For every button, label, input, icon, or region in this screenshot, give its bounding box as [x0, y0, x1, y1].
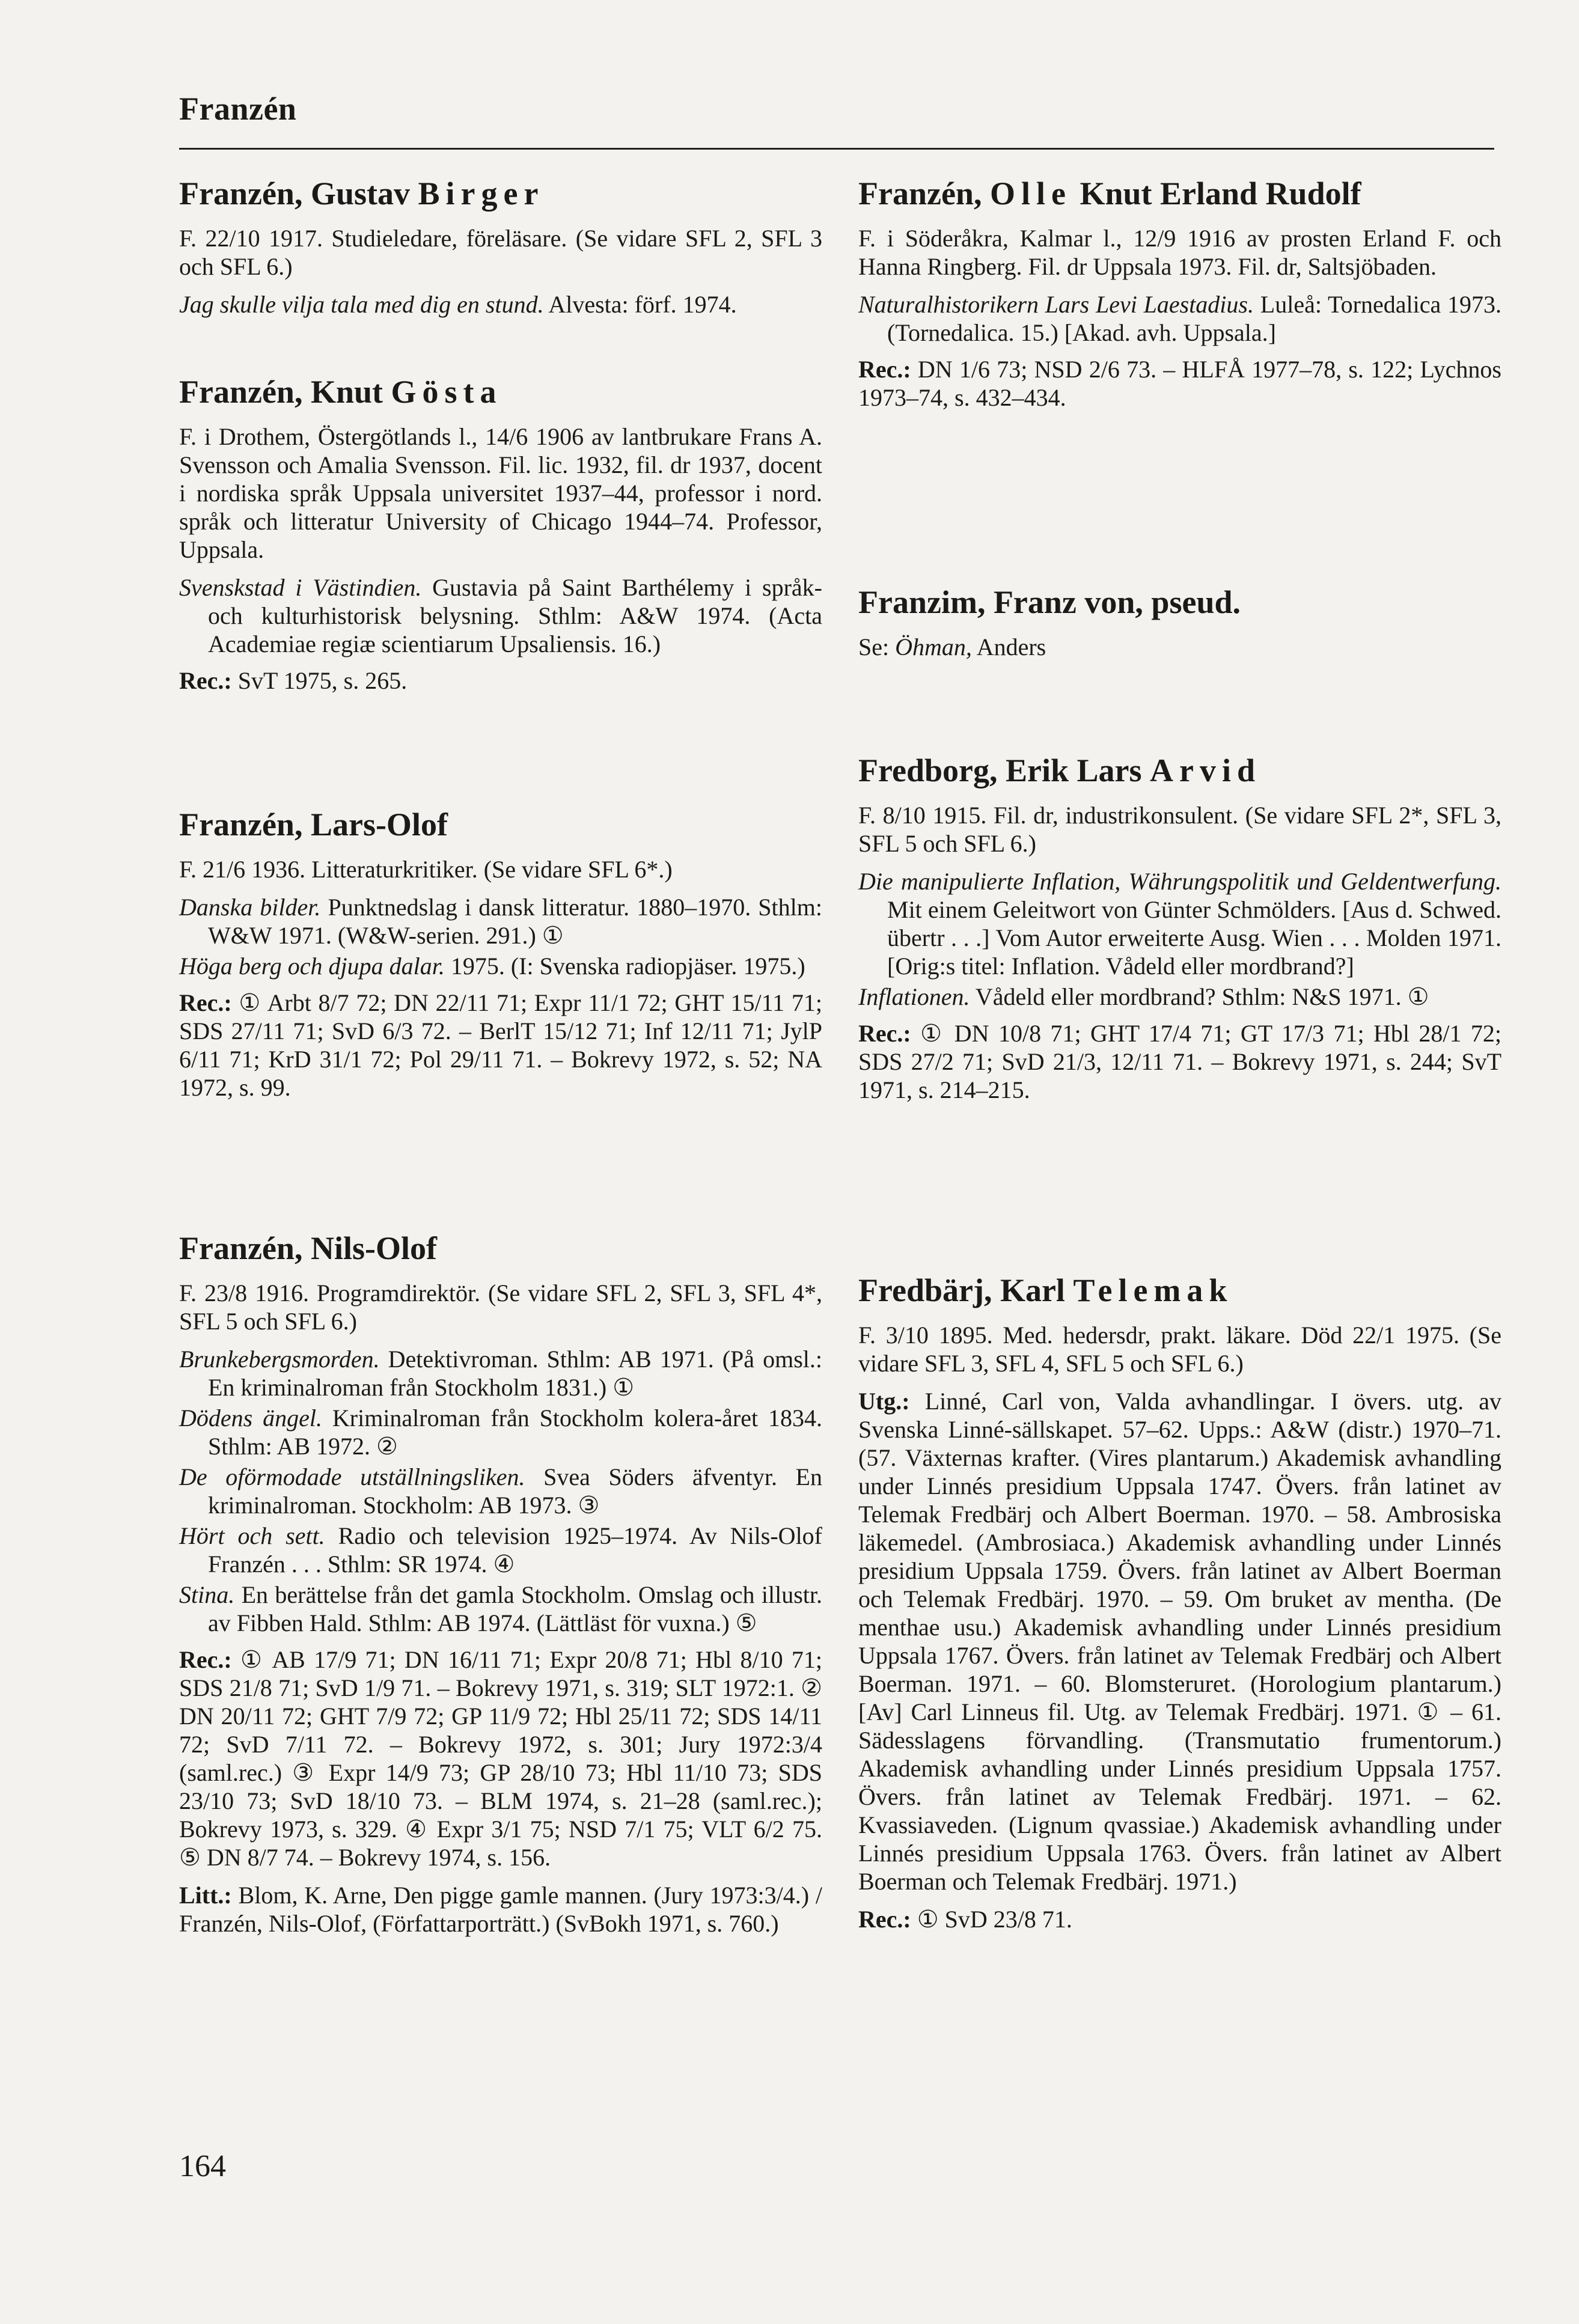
heading-name-rest: Knut Erland Rudolf [1071, 175, 1361, 212]
review-label: Rec.: [858, 355, 911, 383]
review-text: ① DN 10/8 71; GHT 17/4 71; GT 17/3 71; Hbl 28/1 72; SDS 27/2 71; SvD 21/3, 12/11 71. – Bokrevy 1971, s. 244; SvT 1971, s. 214–215. [858, 1019, 1501, 1103]
dictionary-entry [179, 174, 822, 321]
dictionary-entry [858, 174, 1501, 421]
work-citation [179, 1522, 822, 1578]
review-label: Rec.: [858, 1905, 911, 1933]
cross-reference [858, 633, 1501, 661]
review-label: Rec.: [858, 1019, 911, 1047]
work-title: Danska bilder. [179, 893, 321, 921]
work-details: Svea Söders äfventyr. En kriminalroman. Stockholm: AB 1973. ③ [208, 1463, 822, 1519]
heading-given-name: Gösta [391, 374, 502, 410]
dictionary-entry [858, 1271, 1501, 1943]
work-citation [179, 893, 822, 950]
dictionary-entry [179, 1229, 822, 1947]
entry-heading [179, 1229, 822, 1268]
review-text: DN 1/6 73; NSD 2/6 73. – HLFÅ 1977–78, s. 122; Lychnos 1973–74, s. 432–434. [858, 355, 1501, 411]
entry-heading [858, 174, 1501, 213]
work-citation [179, 1581, 822, 1637]
work-details: Detektivroman. Sthlm: AB 1971. (På omsl.: En kriminalroman från Stockholm 1831.) ① [208, 1345, 822, 1401]
work-title: Die manipulierte Inflation, Währungspolitik und Geldentwerfung. [858, 867, 1501, 895]
work-title: Hört och sett. [179, 1522, 325, 1549]
review-label: Litt.: [179, 1881, 232, 1909]
entry-heading [858, 583, 1501, 622]
review-list [179, 1645, 822, 1871]
biographical-note: F. 23/8 1916. Programdirektör. (Se vidare SFL 2, SFL 3, SFL 4*, SFL 5 och SFL 6.) [179, 1279, 822, 1335]
work-citation [858, 867, 1501, 980]
work-citation [858, 290, 1501, 347]
work-citation [179, 573, 822, 658]
review-label: Rec.: [179, 1645, 232, 1673]
work-citation [858, 983, 1501, 1011]
heading-name: Franzim, Franz von, pseud. [858, 584, 1241, 620]
heading-name: Fredborg, Erik Lars [858, 752, 1150, 788]
work-details: Vådeld eller mordbrand? Sthlm: N&S 1971. ① [970, 983, 1429, 1010]
heading-name: Franzén, Gustav [179, 175, 418, 212]
work-title: Jag skulle vilja tala med dig en stund. [179, 290, 544, 318]
review-list [858, 1019, 1501, 1104]
entry-heading [858, 1271, 1501, 1310]
work-title: Brunkebergsmorden. [179, 1345, 380, 1373]
review-list [858, 355, 1501, 412]
work-title: Dödens ängel. [179, 1404, 322, 1432]
work-details: En berättelse från det gamla Stockholm. Omslag och illustr. av Fibben Hald. Sthlm: AB 1974. (Lättläst för vuxna.) ⑤ [208, 1581, 822, 1636]
work-details: Gustavia på Saint Barthélemy i språk- och kulturhistorisk belysning. Sthlm: A&W 1974. (Acta Academiae regiæ scientiarum Upsaliensis. 16.) [208, 573, 822, 657]
work-details: Radio och television 1925–1974. Av Nils-Olof Franzén . . . Sthlm: SR 1974. ④ [208, 1522, 822, 1578]
review-list [858, 1387, 1501, 1895]
see-label: Se: [858, 633, 896, 660]
entry-heading [179, 805, 822, 844]
biographical-note: F. i Söderåkra, Kalmar l., 12/9 1916 av prosten Erland F. och Hanna Ringberg. Fil. dr Uppsala 1973. Fil. dr, Saltsjöbaden. [858, 224, 1501, 280]
review-text: ① AB 17/9 71; DN 16/11 71; Expr 20/8 71; Hbl 8/10 71; SDS 21/8 71; SvD 1/9 71. – Bokrevy 1971, s. 319; SLT 1972:1. ② DN 20/11 72; GHT 7/9 72; GP 11/9 72; Hbl 25/11 72; SDS 14/11 72; SvD 7/11 72. – Bokrevy 1972, s. 301; Jury 1972:3/4 (saml.rec.) ③ Expr 14/9 73; GP 28/10 73; Hbl 11/10 73; SDS 23/10 73; SvD 18/10 73. – BLM 1974, s. 21–28 (saml.rec.); Bokrevy 1973, s. 329. ④ Expr 3/1 75; NSD 7/1 75; VLT 6/2 75. ⑤ DN 8/7 74. – Bokrevy 1974, s. 156. [179, 1645, 822, 1871]
entry-heading [858, 751, 1501, 790]
biographical-note: F. i Drothem, Östergötlands l., 14/6 1906 av lantbrukare Frans A. Svensson och Amalia Svensson. Fil. lic. 1932, fil. dr 1937, docent i nordiska språk Uppsala universitet 1937–44, professor i nord. språk och litteratur University of Chicago 1944–74. Professor, Uppsala. [179, 422, 822, 563]
work-citation [179, 290, 822, 319]
work-citation [179, 1404, 822, 1460]
review-text: Blom, K. Arne, Den pigge gamle mannen. (Jury 1973:3/4.) / Franzén, Nils-Olof, (Författarporträtt.) (SvBokh 1971, s. 760.) [179, 1881, 822, 1937]
biographical-note: F. 21/6 1936. Litteraturkritiker. (Se vidare SFL 6*.) [179, 855, 673, 883]
heading-name: Franzén, Nils-Olof [179, 1230, 437, 1266]
review-label: Rec.: [179, 989, 232, 1016]
work-citation [179, 1345, 822, 1401]
dictionary-entry [858, 583, 1501, 671]
dictionary-entry [858, 751, 1501, 1114]
review-text: Linné, Carl von, Valda avhandlingar. I övers. utg. av Svenska Linné-sällskapet. 57–62. Upps.: A&W (distr.) 1970–71. (57. Växternas krafter. (Vires plantarum.) Akademisk avhandling under Linnés presidium Uppsala 1747. Övers. från latinet av Telemak Fredbärj och Albert Boerman. 1970. – 58. Ambrosiska läkemedel. (Ambrosiaca.) Akademisk avhandling under Linnés presidium Uppsala 1759. Övers. från latinet av Albert Boerman och Telemak Fredbärj. 1970. – 59. Om bruket av mentha. (De menthae usu.) Akademisk avhandling under Linnés presidium Uppsala 1767. Övers. från latinet av Telemak Fredbärj och Albert Boerman. 1971. – 60. Blomsteruret. (Horologium plantarum.) [Av] Carl Linneus fil. Utg. av Telemak Fredbärj. 1971. ① – 61. Sädesslagens förvandling. (Transmutatio frumentorum.) Akademisk avhandling under Linnés presidium Uppsala 1757. Övers. från latinet av Telemak Fredbärj. 1971. – 62. Kvassiaveden. (Lignum qvassiae.) Akademisk avhandling under Linnés presidium Uppsala 1763. Övers. från latinet av Albert Boerman och Telemak Fredbärj. 1971.) [858, 1387, 1501, 1895]
review-text: ① Arbt 8/7 72; DN 22/11 71; Expr 11/1 72; GHT 15/11 71; SDS 27/11 71; SvD 6/3 72. – BerlT 15/12 71; Inf 12/11 71; JylP 6/11 71; KrD 31/1 72; Pol 29/11 71. – Bokrevy 1972, s. 52; NA 1972, s. 99. [179, 989, 822, 1101]
review-list [179, 666, 822, 695]
review-list [858, 1905, 1501, 1933]
work-details: Punktnedslag i dansk litteratur. 1880–1970. Sthlm: W&W 1971. (W&W-serien. 291.) ① [208, 893, 822, 949]
heading-name: Franzén, Lars-Olof [179, 807, 448, 843]
page-number: 164 [179, 2149, 226, 2183]
review-label: Rec.: [179, 666, 232, 694]
biographical-note: F. 22/10 1917. Studieledare, föreläsare. (Se vidare SFL 2, SFL 3 och SFL 6.) [179, 224, 822, 280]
entry-heading [179, 373, 822, 412]
work-title: De oförmodade utställningsliken. [179, 1463, 525, 1490]
heading-given-name: Telemak [1073, 1272, 1233, 1308]
header-rule [179, 148, 1494, 150]
heading-name: Franzén, Knut [179, 374, 391, 410]
review-text: SvT 1975, s. 265. [231, 666, 408, 694]
heading-name: Franzén, [858, 175, 990, 212]
work-title: Stina. [179, 1581, 235, 1608]
work-title: Inflationen. [858, 983, 970, 1010]
work-title: Höga berg och djupa dalar. [179, 952, 445, 980]
see-rest: Anders [971, 633, 1046, 660]
work-details: Mit einem Geleitwort von Günter Schmölders. [Aus d. Schwed. übertr . . .] Vom Autor erweiterte Ausg. Wien . . . Molden 1971. [Orig:s titel: Inflation. Vådeld eller mordbrand?] [887, 895, 1501, 980]
running-head: Franzén [179, 91, 297, 127]
work-title: Naturalhistorikern Lars Levi Laestadius. [858, 290, 1254, 318]
work-details: 1975. (I: Svenska radiopjäser. 1975.) [444, 952, 805, 980]
dictionary-entry [179, 805, 822, 1111]
work-citation [179, 1463, 822, 1519]
review-label: Utg.: [858, 1387, 910, 1415]
work-citation [179, 952, 822, 980]
review-list [179, 989, 822, 1102]
work-title: Svenskstad i Västindien. [179, 573, 422, 601]
see-target: Öhman, [895, 633, 972, 660]
review-text: ① SvD 23/8 71. [911, 1905, 1072, 1933]
work-details: Luleå: Tornedalica 1973. (Tornedalica. 15.) [Akad. avh. Uppsala.] [887, 290, 1501, 346]
heading-given-name: Birger [418, 175, 545, 212]
dictionary-entry [179, 373, 822, 704]
heading-given-name: Olle [989, 175, 1072, 212]
heading-given-name: Arvid [1150, 752, 1261, 788]
biographical-note: F. 8/10 1915. Fil. dr, industrikonsulent. (Se vidare SFL 2*, SFL 3, SFL 5 och SFL 6.) [858, 801, 1501, 857]
entry-heading [179, 174, 822, 213]
work-details: Alvesta: förf. 1974. [543, 290, 737, 318]
work-details: Kriminalroman från Stockholm kolera-året 1834. Sthlm: AB 1972. ② [208, 1404, 823, 1460]
biographical-note: F. 3/10 1895. Med. hedersdr, prakt. läkare. Död 22/1 1975. (Se vidare SFL 3, SFL 4, SFL 5 och SFL 6.) [858, 1321, 1501, 1377]
review-list [179, 1881, 822, 1938]
heading-name: Fredbärj, Karl [858, 1272, 1074, 1308]
